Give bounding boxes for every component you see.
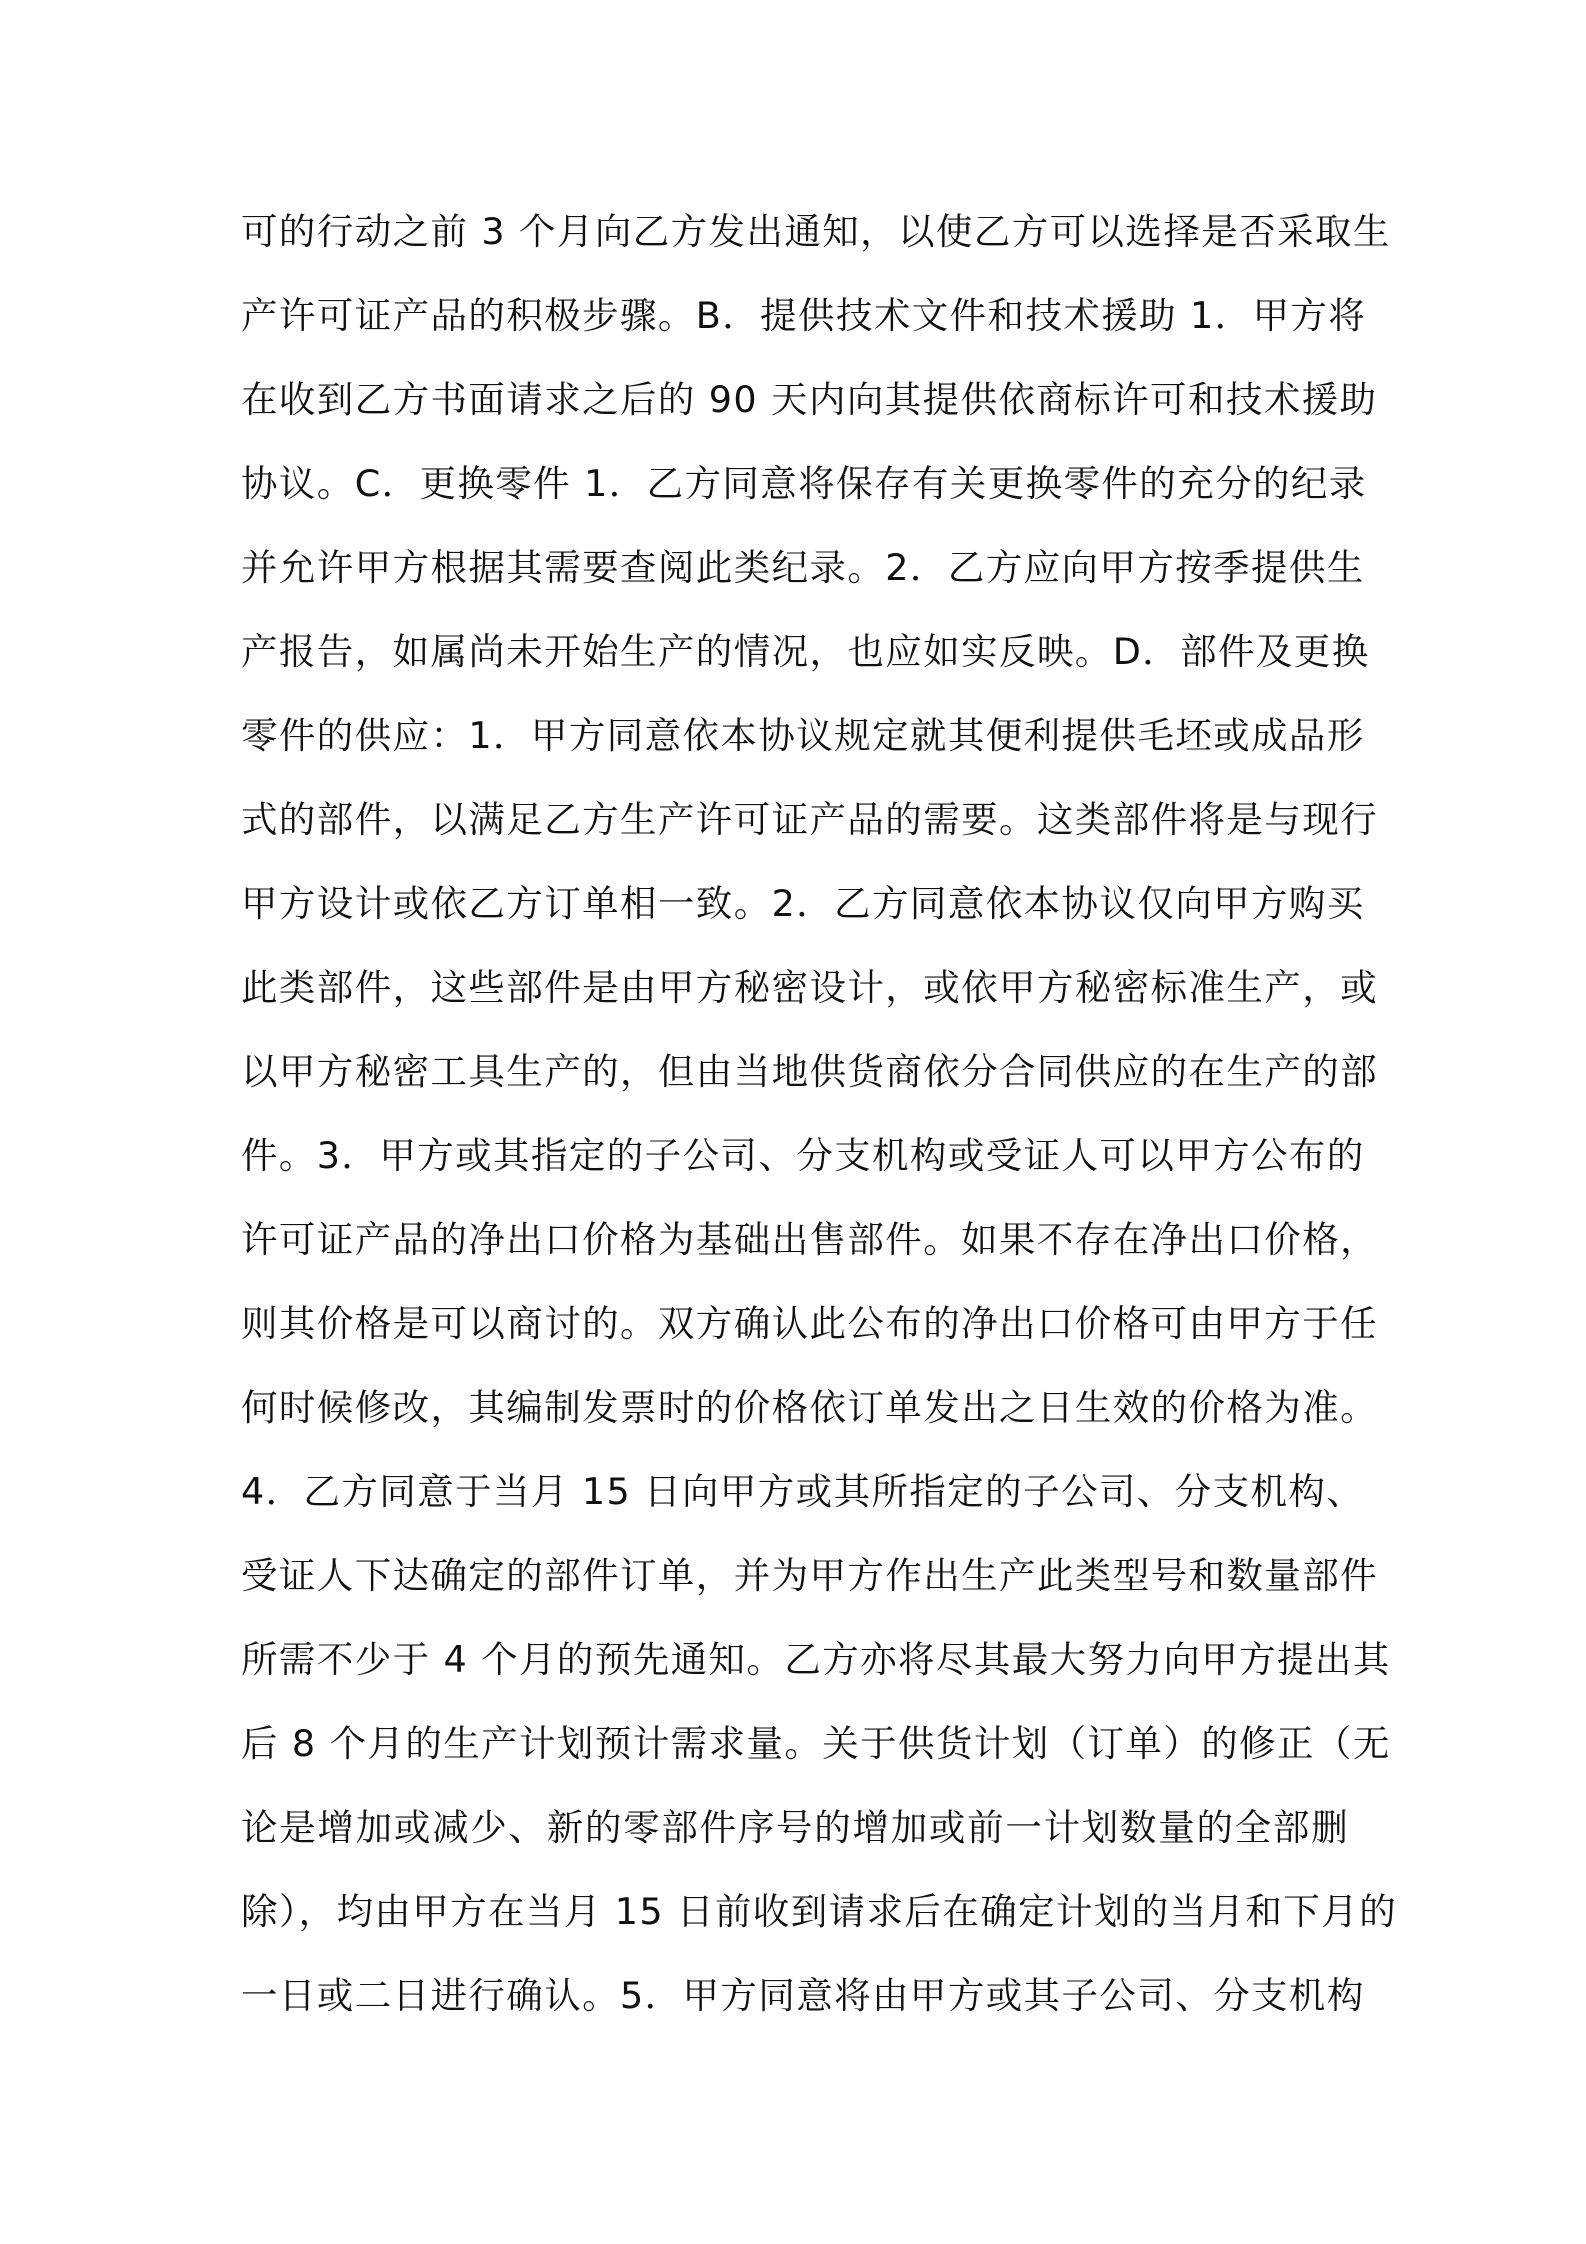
text-line: 以甲方秘密工具生产的，但由当地供货商依分合同供应的在生产的部 — [241, 1050, 1378, 1093]
text-line: 后 8 个月的生产计划预计需求量。关于供货计划（订单）的修正（无 — [241, 1722, 1391, 1765]
text-line: 在收到乙方书面请求之后的 90 天内向其提供依商标许可和技术援助 — [241, 378, 1378, 421]
text-line: 产许可证产品的积极步骤。B．提供技术文件和技术援助 1．甲方将 — [241, 294, 1367, 337]
text-line: 式的部件，以满足乙方生产许可证产品的需要。这类部件将是与现行 — [241, 798, 1378, 841]
text-line: 零件的供应：1．甲方同意依本协议规定就其便利提供毛坯或成品形 — [241, 714, 1365, 757]
text-line: 产报告，如属尚未开始生产的情况，也应如实反映。D．部件及更换 — [241, 630, 1370, 673]
text-line: 可的行动之前 3 个月向乙方发出通知，以使乙方可以选择是否采取生 — [241, 210, 1391, 253]
text-line: 4．乙方同意于当月 15 日向甲方或其所指定的子公司、分支机构、 — [241, 1470, 1365, 1513]
text-line: 论是增加或减少、新的零部件序号的增加或前一计划数量的全部删 — [241, 1806, 1349, 1849]
text-line: 受证人下达确定的部件订单，并为甲方作出生产此类型号和数量部件 — [241, 1554, 1378, 1597]
text-line: 协议。C．更换零件 1．乙方同意将保存有关更换零件的充分的纪录 — [241, 462, 1367, 505]
text-line: 除），均由甲方在当月 15 日前收到请求后在确定计划的当月和下月的 — [241, 1890, 1398, 1933]
text-line: 此类部件，这些部件是由甲方秘密设计，或依甲方秘密标准生产，或 — [241, 966, 1378, 1009]
text-line: 何时候修改，其编制发票时的价格依订单发出之日生效的价格为准。 — [241, 1386, 1378, 1429]
text-line: 所需不少于 4 个月的预先通知。乙方亦将尽其最大努力向甲方提出其 — [241, 1638, 1391, 1681]
text-line: 并允许甲方根据其需要查阅此类纪录。2．乙方应向甲方按季提供生 — [241, 546, 1365, 589]
text-line: 许可证产品的净出口价格为基础出售部件。如果不存在净出口价格， — [241, 1218, 1378, 1261]
text-line: 则其价格是可以商讨的。双方确认此公布的净出口价格可由甲方于任 — [241, 1302, 1378, 1345]
text-line: 件。3．甲方或其指定的子公司、分支机构或受证人可以甲方公布的 — [241, 1134, 1365, 1177]
text-line: 甲方设计或依乙方订单相一致。2．乙方同意依本协议仅向甲方购买 — [241, 882, 1365, 925]
contract-text-block — [241, 200, 1398, 2048]
text-line: 一日或二日进行确认。5．甲方同意将由甲方或其子公司、分支机构 — [241, 1974, 1365, 2017]
